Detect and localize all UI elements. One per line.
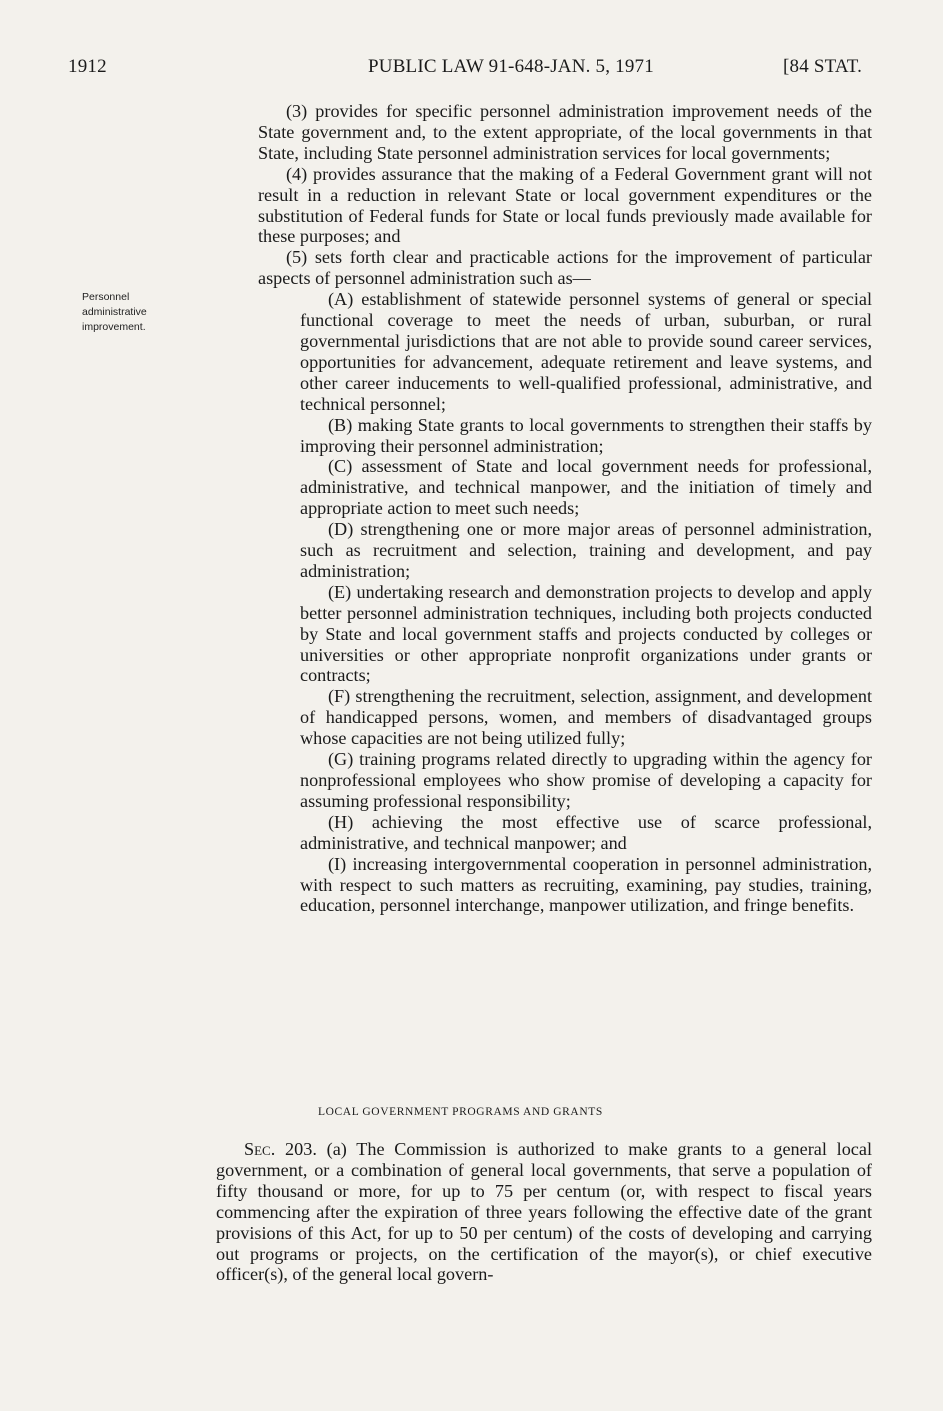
paragraph-5: (5) sets forth clear and practicable actions for the improvement of particular aspects of personnel administration such as— — [258, 247, 872, 289]
section-203-paragraph — [216, 1139, 872, 1285]
subparagraph-g: (G) training programs related directly to upgrading within the agency for nonprofessional employees who show promise of developing a capacity for assuming professional responsibility; — [300, 749, 872, 811]
subparagraph-f: (F) strengthening the recruitment, selection, assignment, and development of handicapped persons, women, and members of disadvantaged groups whose capacities are not being utilized fully; — [300, 686, 872, 749]
subparagraph-d: (D) strengthening one or more major areas of personnel administration, such as recruitment and selection, training and development, and pay administration; — [300, 519, 872, 581]
body-text — [258, 101, 872, 916]
paragraph-3: (3) provides for specific personnel administration improvement needs of the State government and, to the extent appropriate, of the local governments in that State, including State personnel administration services for local governments; — [258, 101, 872, 163]
section-203 — [216, 1139, 872, 1285]
subparagraph-e: (E) undertaking research and demonstration projects to develop and apply better personnel administration techniques, including both projects conducted by State and local government staffs and projects conducted by colleges or universities or other appropriate nonprofit organizations under grants or contracts; — [300, 581, 872, 686]
volume-reference: [84 STAT. — [783, 56, 863, 77]
subparagraph-b: (B) making State grants to local governments to strengthen their staffs by improving their personnel administration; — [300, 414, 872, 456]
section-203-text: 203. (a) The Commission is authorized to make grants to a general local government, or a combination of general local governments, that serve a population of fifty thousand or more, for up to 75 per centum (or, with respect to fiscal years commencing after the expiration of three years following the effective date of the grant provisions of this Act, for up to 50 per centum) of the costs of developing and carrying out programs or projects, on the certification of the mayor(s), or chief executive officer(s), of the general local govern- — [216, 1139, 873, 1285]
section-heading: LOCAL GOVERNMENT PROGRAMS AND GRANTS — [318, 1106, 603, 1118]
subparagraph-c: (C) assessment of State and local government needs for professional, administrative, and technical manpower, and the initiation of timely and appropriate action to meet such needs; — [300, 456, 872, 519]
section-label: Sec. — [244, 1139, 276, 1159]
running-title: PUBLIC LAW 91-648-JAN. 5, 1971 — [368, 56, 654, 77]
paragraph-4: (4) provides assurance that the making of a Federal Government grant will not result in a reduction in relevant State or local government expenditures or the substitution of Federal funds for State or local funds previously made available for these purposes; and — [258, 163, 872, 247]
page-number: 1912 — [68, 56, 107, 77]
margin-note: Personnel administrative improvement. — [82, 291, 147, 333]
subparagraph-a: (A) establishment of statewide personnel systems of general or special functional coverage to meet the needs of urban, suburban, or rural governmental jurisdictions that are not able to provide sound career services, opportunities for advancement, adequate retirement and leave systems, and other career inducements to well-qualified professional, administrative, and technical personnel; — [300, 289, 872, 414]
subparagraph-i: (I) increasing intergovernmental cooperation in personnel administration, with respect to such matters as recruiting, examining, pay studies, training, education, personnel interchange, manpower utilization, and fringe benefits. — [300, 853, 872, 916]
subparagraph-h: (H) achieving the most effective use of scarce professional, administrative, and technical manpower; and — [300, 811, 872, 853]
